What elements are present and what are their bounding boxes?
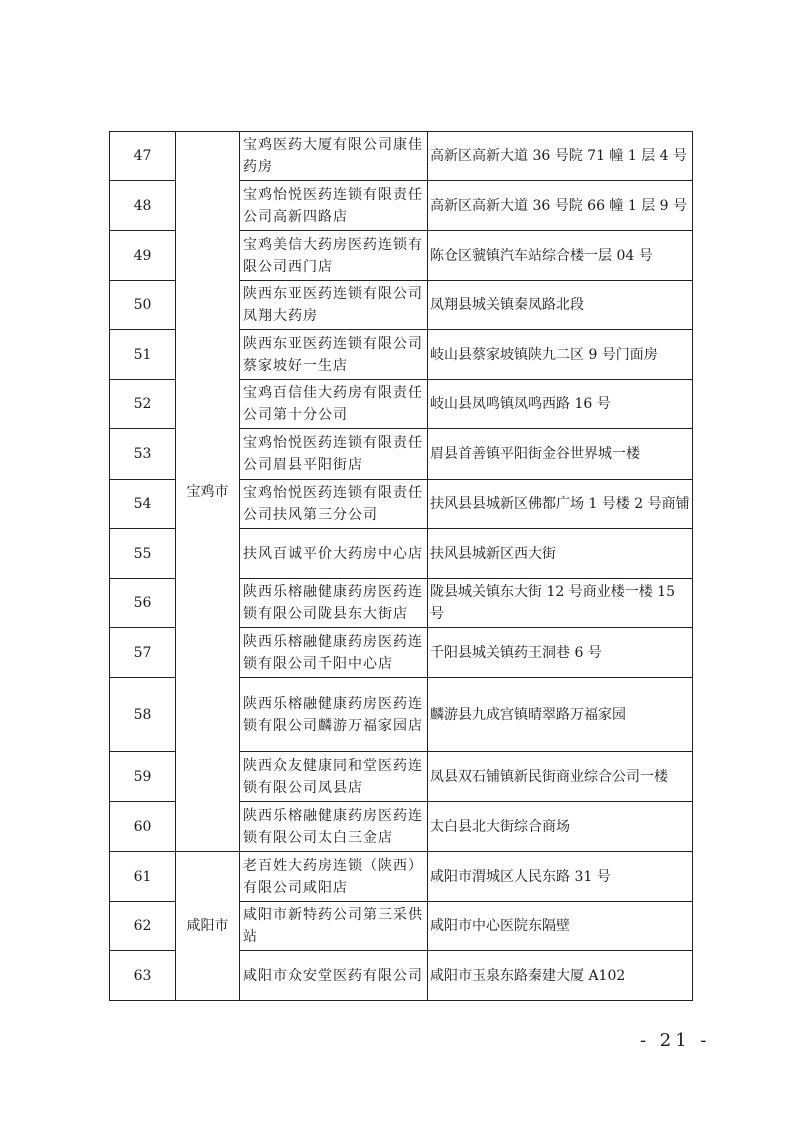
pharmacy-address: 陈仓区虢镇汽车站综合楼一层 04 号 [428, 231, 693, 281]
city-cell: 咸阳市 [176, 852, 240, 1001]
row-number: 52 [110, 380, 176, 429]
pharmacy-address: 扶风县城新区西大街 [428, 529, 693, 579]
pharmacy-address: 凤翔县城关镇秦凤路北段 [428, 281, 693, 330]
row-number: 56 [110, 579, 176, 628]
pharmacy-name: 陕西乐榕融健康药房医药连锁有限公司陇县东大街店 [240, 579, 428, 628]
pharmacy-address: 岐山县蔡家坡镇陕九二区 9 号门面房 [428, 330, 693, 380]
row-number: 61 [110, 852, 176, 902]
pharmacy-name: 宝鸡美信大药房医药连锁有限公司西门店 [240, 231, 428, 281]
pharmacy-name: 陕西乐榕融健康药房医药连锁有限公司太白三金店 [240, 802, 428, 852]
pharmacy-name: 老百姓大药房连锁（陕西）有限公司咸阳店 [240, 852, 428, 902]
pharmacy-address: 咸阳市玉泉东路秦建大厦 A102 [428, 951, 693, 1001]
row-number: 48 [110, 181, 176, 231]
row-number: 54 [110, 480, 176, 529]
pharmacy-address: 岐山县凤鸣镇凤鸣西路 16 号 [428, 380, 693, 429]
pharmacy-name: 陕西东亚医药连锁有限公司凤翔大药房 [240, 281, 428, 330]
row-number: 62 [110, 902, 176, 951]
pharmacy-name: 宝鸡怡悦医药连锁有限责任公司眉县平阳街店 [240, 429, 428, 480]
pharmacy-name: 陕西乐榕融健康药房医药连锁有限公司麟游万福家园店 [240, 678, 428, 752]
pharmacy-table [109, 131, 693, 1001]
pharmacy-address: 麟游县九成宫镇晴翠路万福家园 [428, 678, 693, 752]
pharmacy-address: 咸阳市中心医院东隔壁 [428, 902, 693, 951]
city-cell: 宝鸡市 [176, 132, 240, 852]
row-number: 63 [110, 951, 176, 1001]
pharmacy-address: 陇县城关镇东大街 12 号商业楼一楼 15 号 [428, 579, 693, 628]
row-number: 59 [110, 752, 176, 802]
pharmacy-address: 凤县双石铺镇新民街商业综合公司一楼 [428, 752, 693, 802]
pharmacy-name: 宝鸡百信佳大药房有限责任公司第十分公司 [240, 380, 428, 429]
table-row [110, 132, 693, 181]
row-number: 49 [110, 231, 176, 281]
pharmacy-name: 陕西东亚医药连锁有限公司蔡家坡好一生店 [240, 330, 428, 380]
row-number: 47 [110, 132, 176, 181]
page-number: - 21 - [640, 1030, 711, 1051]
pharmacy-address: 扶风县县城新区佛都广场 1 号楼 2 号商铺 [428, 480, 693, 529]
pharmacy-name: 陕西乐榕融健康药房医药连锁有限公司千阳中心店 [240, 628, 428, 678]
pharmacy-name: 扶风百诚平价大药房中心店 [240, 529, 428, 579]
pharmacy-name: 宝鸡怡悦医药连锁有限责任公司扶风第三分公司 [240, 480, 428, 529]
pharmacy-address: 咸阳市渭城区人民东路 31 号 [428, 852, 693, 902]
pharmacy-name: 陕西众友健康同和堂医药连锁有限公司凤县店 [240, 752, 428, 802]
row-number: 55 [110, 529, 176, 579]
pharmacy-name: 咸阳市新特药公司第三采供站 [240, 902, 428, 951]
pharmacy-address: 太白县北大街综合商场 [428, 802, 693, 852]
row-number: 58 [110, 678, 176, 752]
pharmacy-name: 宝鸡怡悦医药连锁有限责任公司高新四路店 [240, 181, 428, 231]
row-number: 53 [110, 429, 176, 480]
row-number: 60 [110, 802, 176, 852]
row-number: 57 [110, 628, 176, 678]
pharmacy-address: 千阳县城关镇药王洞巷 6 号 [428, 628, 693, 678]
pharmacy-address: 高新区高新大道 36 号院 66 幢 1 层 9 号 [428, 181, 693, 231]
pharmacy-name: 宝鸡医药大厦有限公司康佳药房 [240, 132, 428, 181]
table-row [110, 852, 693, 902]
pharmacy-address: 高新区高新大道 36 号院 71 幢 1 层 4 号 [428, 132, 693, 181]
row-number: 51 [110, 330, 176, 380]
row-number: 50 [110, 281, 176, 330]
pharmacy-name: 咸阳市众安堂医药有限公司 [240, 951, 428, 1001]
pharmacy-address: 眉县首善镇平阳街金谷世界城一楼 [428, 429, 693, 480]
